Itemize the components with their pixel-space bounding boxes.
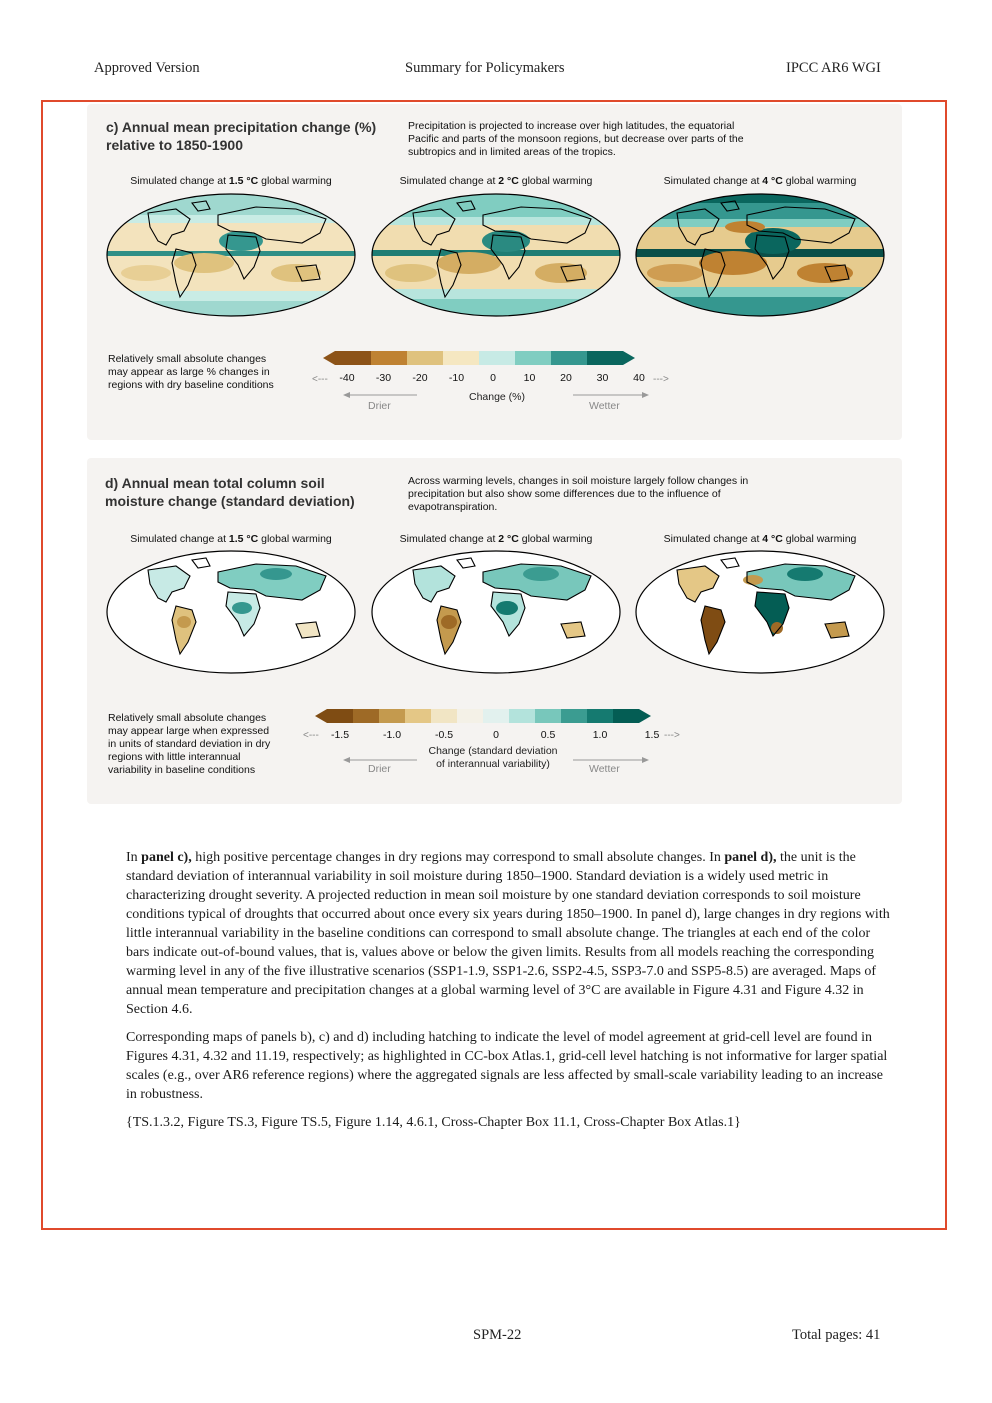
colorbar-tick-label: -20	[412, 372, 428, 384]
colorbar-tick-label: -10	[448, 372, 465, 384]
colorbar-segment	[335, 351, 371, 365]
colorbar-tick-label: -40	[339, 372, 355, 384]
colorbar-tick-label: -30	[375, 372, 392, 384]
wetter-label-d: Wetter	[589, 763, 620, 775]
caption-paragraph-2: Corresponding maps of panels b), c) and d) including hatching to indicate the level of model agreement at grid-cell level are found in Figures 4.31, 4.32 and 11.19, respectively; as highlighted in CC-box Atlas.1, grid-cell level hatching is not informative for larger spatial scales (e.g., over AR6 reference regions) where the aggregated signals are less affected by small-scale variability leading to an increase in robustness.	[126, 1030, 888, 1102]
colorbar-tick-label: 0.5	[540, 729, 556, 741]
colorbar-segment	[327, 709, 353, 723]
precip-colorbar-unit: Change (%)	[468, 391, 526, 403]
map-label-c-3: Simulated change at 4 °C global warming	[663, 175, 857, 187]
colorbar-tick-label: -1.5	[330, 729, 350, 741]
colorbar-tick-label: -0.5	[434, 729, 454, 741]
header-center: Summary for Policymakers	[405, 60, 565, 76]
page-number: SPM-22	[473, 1327, 522, 1343]
colorbar-d-arrow-right: --->	[664, 730, 680, 741]
colorbar-segment	[561, 709, 587, 723]
colorbar-c-arrow-left: <---	[312, 374, 328, 385]
panel-d-description: Across warming levels, changes in soil moisture largely follow changes in precipitation but also show some differences due to the influence of evapotranspiration.	[408, 475, 749, 513]
header-right: IPCC AR6 WGI	[786, 60, 881, 76]
soil-colorbar-unit: Change (standard deviation of interannual variability)	[428, 745, 558, 770]
map-label-c-2: Simulated change at 2 °C global warming	[399, 175, 593, 187]
colorbar-tick-label: 1.0	[592, 729, 608, 741]
colorbar-segment	[379, 709, 405, 723]
colorbar-segment	[483, 709, 509, 723]
colorbar-d-arrow-left: <---	[303, 730, 319, 741]
colorbar-tick-label: 30	[596, 372, 609, 384]
colorbar-c-arrow-right: --->	[653, 374, 669, 385]
total-pages: Total pages: 41	[792, 1327, 881, 1343]
colorbar-tick-label: 40	[633, 372, 645, 384]
colorbar-tick-label: 20	[560, 372, 572, 384]
colorbar-overflow-triangle	[639, 709, 651, 723]
precip-map-2c	[371, 193, 621, 319]
colorbar-underflow-triangle	[323, 351, 335, 365]
colorbar-overflow-triangle	[623, 351, 635, 365]
drier-wetter-arrows-c	[343, 390, 653, 400]
colorbar-segment	[613, 709, 639, 723]
colorbar-segment	[535, 709, 561, 723]
colorbar-segment	[587, 709, 613, 723]
map-label-d-1: Simulated change at 1.5 °C global warming	[130, 533, 332, 545]
colorbar-tick-label: 0	[490, 372, 496, 384]
soil-map-4c	[635, 550, 885, 676]
colorbar-segment	[407, 351, 443, 365]
precip-map-4c	[635, 193, 885, 319]
colorbar-tick-label: -1.0	[382, 729, 402, 741]
caption-references: {TS.1.3.2, Figure TS.3, Figure TS.5, Figure 1.14, 4.6.1, Cross-Chapter Box 11.1, Cross-Chapter Box Atlas.1}	[126, 1115, 741, 1130]
colorbar-segment	[479, 351, 515, 365]
panel-d-title: d) Annual mean total column soil moisture change (standard deviation)	[105, 475, 355, 509]
panel-c-title: c) Annual mean precipitation change (%) relative to 1850-1900	[106, 119, 377, 153]
colorbar-tick-label: 0	[493, 729, 499, 741]
header-left: Approved Version	[94, 60, 200, 76]
figure-caption	[126, 848, 896, 1141]
soil-colorbar	[315, 709, 651, 723]
map-label-d-2: Simulated change at 2 °C global warming	[399, 533, 593, 545]
drier-label-c: Drier	[368, 400, 391, 412]
colorbar-segment	[431, 709, 457, 723]
map-label-d-3: Simulated change at 4 °C global warming	[663, 533, 857, 545]
colorbar-segment	[515, 351, 551, 365]
colorbar-segment	[551, 351, 587, 365]
colorbar-segment	[509, 709, 535, 723]
colorbar-underflow-triangle	[315, 709, 327, 723]
colorbar-segment	[405, 709, 431, 723]
map-label-c-1: Simulated change at 1.5 °C global warming	[130, 175, 332, 187]
colorbar-segment	[353, 709, 379, 723]
colorbar-segment	[371, 351, 407, 365]
colorbar-tick-label: 1.5	[644, 729, 660, 741]
precip-colorbar	[323, 351, 635, 365]
caption-paragraph-1: In panel c), high positive percentage changes in dry regions may correspond to small absolute changes. In panel d), the unit is the standard deviation of interannual variability in soil moisture during 1850–1900. Standard deviation is a widely used metric in characterizing drought severity. A projected reduction in mean soil moisture by one standard deviation corresponds to soil moisture conditions typical of droughts that occurred about once every six years during 1850–1900. In panel d), large changes in dry regions with little interannual variability in the baseline conditions can correspond to small absolute change. The triangles at each end of the color bars indicate out-of-bound values, that is, values above or below the given limits. Results from all models reaching the corresponding warming level in any of the five illustrative scenarios (SSP1-1.9, SSP1-2.6, SSP2-4.5, SSP3-7.0 and SSP5-8.5) are averaged. Maps of annual mean temperature and precipitation changes at a global warming level of 3°C are available in Figure 4.31 and Figure 4.32 in Section 4.6.	[126, 850, 890, 1017]
colorbar-segment	[457, 709, 483, 723]
panel-c-note: Relatively small absolute changes may appear as large % changes in regions with dry baseline conditions	[108, 353, 274, 391]
soil-map-2c	[371, 550, 621, 676]
panel-c	[87, 104, 902, 440]
panel-d-note: Relatively small absolute changes may appear large when expressed in units of standard deviation in dry regions with little interannual variability in baseline conditions	[108, 712, 271, 776]
panel-c-description: Precipitation is projected to increase over high latitudes, the equatorial Pacific and parts of the monsoon regions, but decrease over parts of the subtropics and in limited areas of the tropics.	[408, 120, 744, 158]
drier-label-d: Drier	[368, 763, 391, 775]
colorbar-tick-label: 10	[523, 372, 536, 384]
panel-d	[87, 458, 902, 804]
wetter-label-c: Wetter	[589, 400, 620, 412]
colorbar-segment	[443, 351, 479, 365]
soil-map-1-5c	[106, 550, 356, 676]
colorbar-segment	[587, 351, 623, 365]
precip-map-1-5c	[106, 193, 356, 319]
